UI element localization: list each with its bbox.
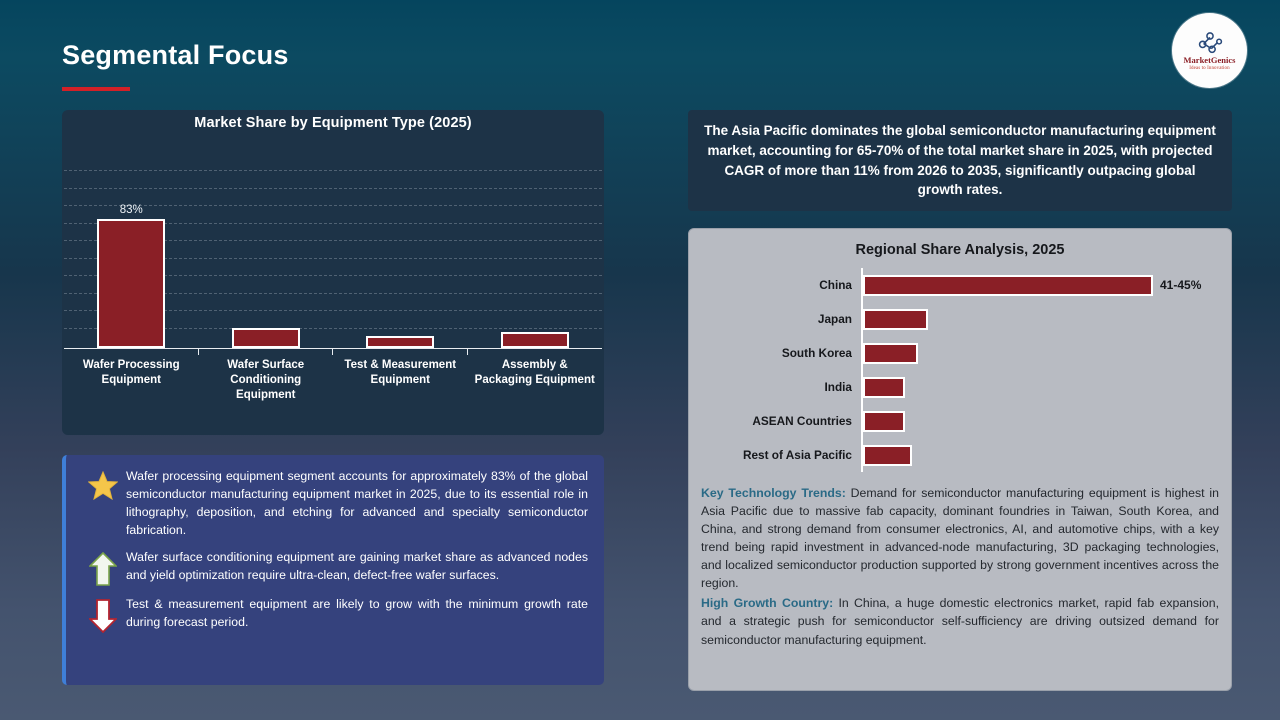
- page-title: Segmental Focus: [62, 40, 289, 70]
- regional-bar-track: [863, 445, 1219, 466]
- horizontal-bar[interactable]: [863, 411, 905, 432]
- bar-slot: [64, 204, 199, 348]
- gridline: [64, 170, 602, 171]
- regional-chart-title: Regional Share Analysis, 2025: [855, 242, 1065, 258]
- regional-bar-row: [701, 268, 1219, 302]
- regional-chart-bars: [701, 268, 1219, 472]
- regional-callout-box: [688, 110, 1232, 211]
- regional-bar-row: [701, 370, 1219, 404]
- category-label: Wafer Surface Conditioning Equipment: [227, 359, 305, 402]
- gridline: [64, 188, 602, 189]
- insight-item: [80, 467, 592, 539]
- bar-slot: [333, 336, 468, 348]
- regional-bar-track: [863, 309, 1219, 330]
- logo-name: MarketGenics: [1183, 54, 1236, 65]
- insight-item: [80, 595, 592, 633]
- vertical-bar[interactable]: [97, 219, 165, 348]
- chart-bars: [64, 204, 602, 348]
- horizontal-bar[interactable]: [863, 445, 912, 466]
- horizontal-bar[interactable]: [863, 275, 1153, 296]
- regional-bar-row: [701, 404, 1219, 438]
- company-logo: [1172, 13, 1247, 88]
- regional-share-panel: [688, 228, 1232, 691]
- regional-bar-track: [863, 275, 1219, 296]
- trends-section: [701, 484, 1219, 649]
- star-icon: [80, 467, 126, 500]
- down-arrow-icon: [80, 595, 126, 633]
- callout-text: The Asia Pacific dominates the global semiconductor manufacturing equipment market, accounting for 65-70% of the total market share in 2025, with projected CAGR of more than 11% from 2026 to 2035, significantly outpacing global growth rates.: [704, 122, 1216, 198]
- regional-bar-track: [863, 343, 1219, 364]
- chart-category-labels: [64, 358, 602, 404]
- trend-paragraph: Key Technology Trends: Demand for semiconductor manufacturing equipment is highest in Asia Pacific due to massive fab capacity, dominant foundries in Taiwan, South Korea, and China, and strong demand from consumer electronics, AI, and automotive chips, with a key trend being rapid investment in advanced-node manufacturing, 3D packaging technologies, and localized semiconductor production supported by strong government incentives across the region.: [701, 486, 1219, 591]
- horizontal-bar[interactable]: [863, 343, 918, 364]
- up-arrow-icon: [80, 548, 126, 586]
- vertical-bar[interactable]: [232, 328, 300, 348]
- bar-slot: [199, 328, 334, 348]
- vertical-bar[interactable]: [501, 332, 569, 348]
- trend-label: Key Technology Trends:: [701, 486, 846, 500]
- category-label: Wafer Processing Equipment: [82, 359, 180, 387]
- regional-bar-track: [863, 411, 1219, 432]
- regional-bar-track: [863, 377, 1219, 398]
- regional-bar-row: [701, 302, 1219, 336]
- trend-paragraph: High Growth Country: In China, a huge domestic electronics market, rapid fab expansion, and a strategic push for semiconductor self-sufficiency are driving outsized demand for semiconductor manufacturing equipment.: [701, 596, 1219, 647]
- bar-slot: [468, 332, 603, 348]
- chart-title: Market Share by Equipment Type (2025): [194, 115, 472, 131]
- equipment-share-chart-panel: [62, 110, 604, 435]
- horizontal-bar[interactable]: [863, 377, 905, 398]
- regional-bar-label: South Korea: [781, 346, 852, 360]
- title-underline-rule: [62, 87, 130, 91]
- insight-text: Wafer processing equipment segment accounts for approximately 83% of the global semiconductor manufacturing equipment market in 2025, due to its essential role in lithography, deposition, and etching for advanced and specialty semiconductor fabrication.: [126, 469, 588, 538]
- regional-bar-row: [701, 438, 1219, 472]
- insight-item: [80, 548, 592, 586]
- horizontal-bar[interactable]: [863, 309, 928, 330]
- chart-plot-area: [62, 170, 604, 348]
- regional-bar-label: Rest of Asia Pacific: [742, 448, 852, 462]
- category-label: Assembly & Packaging Equipment: [474, 359, 595, 387]
- regional-bar-label: Japan: [817, 312, 852, 326]
- regional-bar-label: ASEAN Countries: [752, 414, 852, 428]
- category-label: Test & Measurement Equipment: [344, 359, 457, 387]
- network-node-icon: [1196, 31, 1224, 55]
- trend-label: High Growth Country:: [701, 596, 834, 611]
- insights-box: [62, 455, 604, 685]
- insight-text: Wafer surface conditioning equipment are gaining market share as advanced nodes and yield optimization require ultra-clean, defect-free wafer surfaces.: [126, 550, 588, 583]
- regional-bar-label: India: [824, 380, 852, 394]
- insight-text: Test & measurement equipment are likely to grow with the minimum growth rate during forecast period.: [126, 597, 588, 630]
- regional-bar-row: [701, 336, 1219, 370]
- chart-x-axis-ticks: [64, 348, 602, 355]
- regional-bar-value: 41-45%: [1160, 278, 1202, 292]
- bar-value-label: 83%: [119, 204, 143, 216]
- regional-bar-label: China: [819, 278, 852, 292]
- logo-tagline: Ideas to Innovation: [1189, 65, 1230, 71]
- vertical-bar[interactable]: [366, 336, 434, 348]
